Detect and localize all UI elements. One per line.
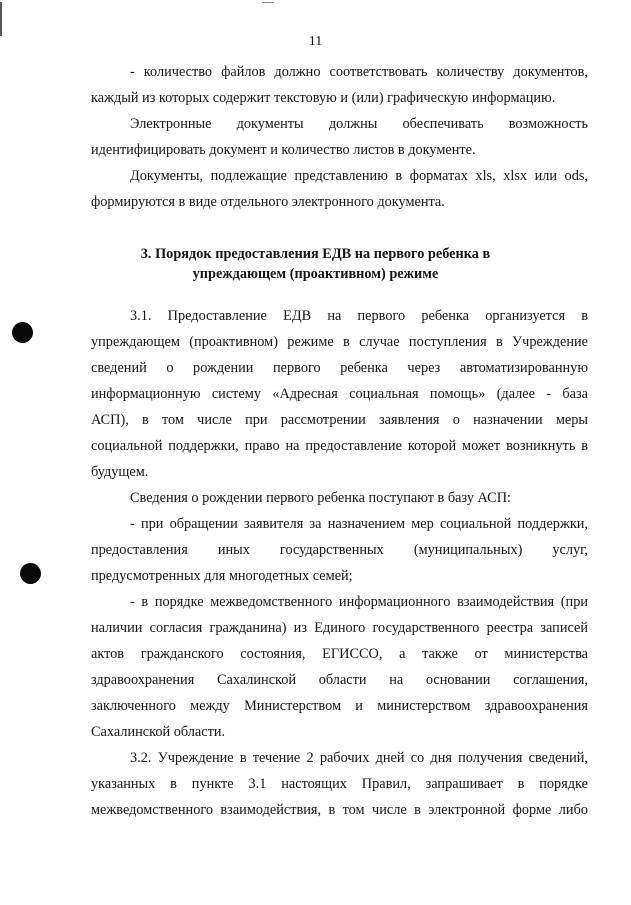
text-line: Сахалинской области. [91,724,226,740]
punch-hole [12,322,33,343]
text-line: 3.2. Учреждение в течение 2 рабочих дней со дня получения сведений, [130,750,588,766]
text-line: идентифицировать документ и количество листов в документе. [91,142,476,158]
text-line: - количество файлов должно соответствовать количеству документов, [130,64,588,80]
page-number: 11 [308,34,323,49]
text-line: 3.1. Предоставление ЕДВ на первого ребенка организуется в [130,308,588,324]
text-line: указанных в пункте 3.1 настоящих Правил, запрашивает в порядке [91,776,588,792]
text-line: наличии согласия гражданина) из Единого государственного реестра записей [91,620,588,636]
text-line: заключенного между Министерством и министерством здравоохранения [91,698,588,714]
text-line: будущем. [91,464,149,480]
text-line: - в порядке межведомственного информационного взаимодействия (при [130,594,588,610]
text-line: актов гражданского состояния, ЕГИССО, а также от министерства [91,646,588,662]
section-heading: 3. Порядок предоставления ЕДВ на первого ребенка в [140,246,491,262]
text-line: здравоохранения Сахалинской области на основании соглашения, [91,672,588,688]
text-line: упреждающем (проактивном) режиме в случае поступления в Учреждение [91,334,588,350]
text-line: Документы, подлежащие представлению в форматах xls, xlsx или ods, [130,168,588,184]
text-line: информационную систему «Адресная социальная помощь» (далее - база [91,386,588,402]
text-line: Электронные документы должны обеспечивать возможность [130,116,588,132]
punch-hole [20,563,41,584]
text-line: сведений о рождении первого ребенка через автоматизированную [91,360,588,376]
scan-mark [0,2,2,36]
text-line: межведомственного взаимодействия, в том числе в электронной форме либо [91,802,588,818]
text-line: АСП), в том числе при рассмотрении заявления о назначении меры [91,412,588,428]
text-line: формируются в виде отдельного электронного документа. [91,194,445,210]
text-line: каждый из которых содержит текстовую и (или) графическую информацию. [91,90,556,106]
section-heading: упреждающем (проактивном) режиме [192,266,439,282]
scan-mark [262,2,274,3]
text-line: предусмотренных для многодетных семей; [91,568,353,584]
text-line: Сведения о рождении первого ребенка поступают в базу АСП: [130,490,512,506]
text-line: - при обращении заявителя за назначением мер социальной поддержки, [130,516,588,532]
text-line: предоставления иных государственных (муниципальных) услуг, [91,542,588,558]
text-line: социальной поддержки, право на предоставление которой может возникнуть в [91,438,588,454]
